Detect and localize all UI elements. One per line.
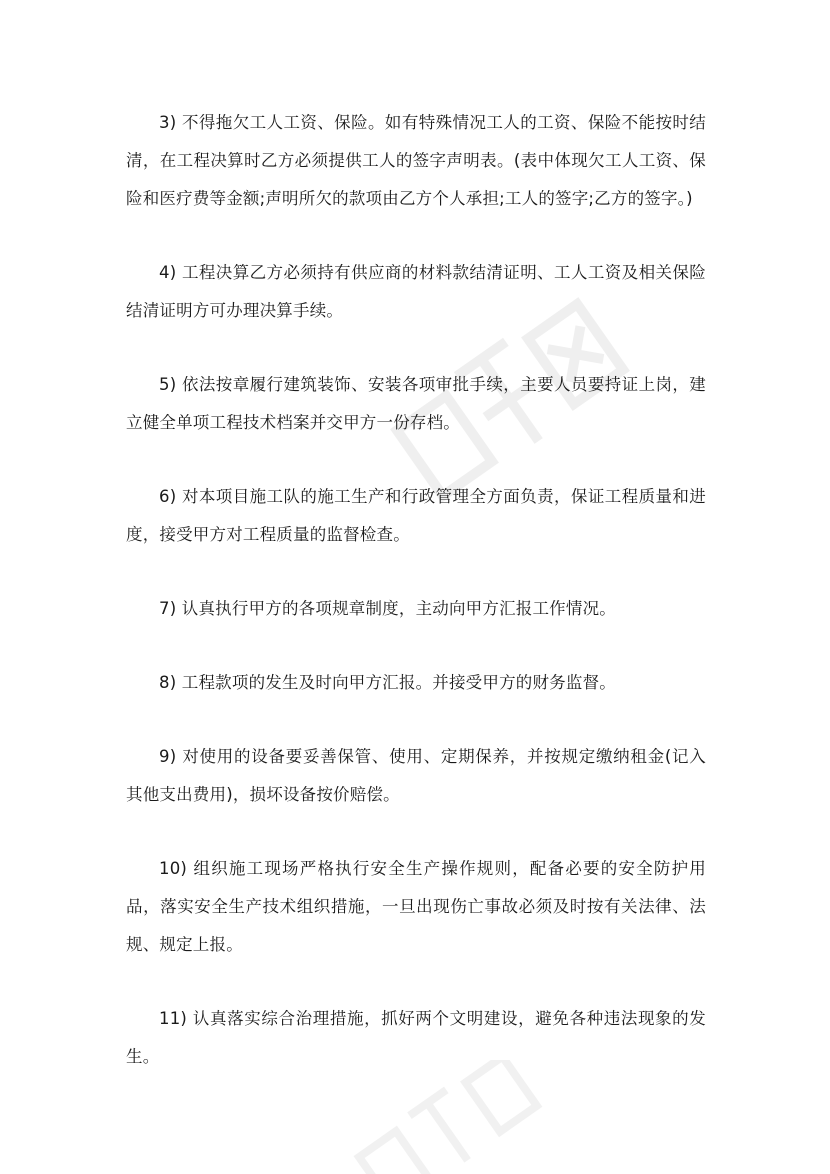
paragraph-9: 9) 对使用的设备要妥善保管、使用、定期保养，并按规定缴纳租金(记入其他支出费用)，损坏设备按价赔偿。 bbox=[126, 747, 706, 804]
paragraph-7: 7) 认真执行甲方的各项规章制度，主动向甲方汇报工作情况。 bbox=[159, 599, 616, 618]
paragraph-3: 3) 不得拖欠工人工资、保险。如有特殊情况工人的工资、保险不能按时结清，在工程决算时乙方必须提供工人的签字声明表。(表中体现欠工人工资、保险和医疗费等金额;声明所欠的款项由乙方个人承担;工人的签字;乙方的签字。) bbox=[126, 113, 706, 208]
watermark-logo-icon bbox=[340, 1060, 560, 1174]
document-body bbox=[126, 104, 706, 1076]
paragraph-6: 6) 对本项目施工队的施工生产和行政管理全方面负责，保证工程质量和进度，接受甲方对工程质量的监督检查。 bbox=[126, 487, 706, 544]
paragraph-10: 10) 组织施工现场严格执行安全生产操作规则，配备必要的安全防护用品，落实安全生产技术组织措施，一旦出现伤亡事故必须及时按有关法律、法规、规定上报。 bbox=[126, 859, 706, 954]
paragraph-4: 4) 工程决算乙方必须持有供应商的材料款结清证明、工人工资及相关保险结清证明方可办理决算手续。 bbox=[126, 263, 706, 320]
paragraph-8: 8) 工程款项的发生及时向甲方汇报。并接受甲方的财务监督。 bbox=[159, 673, 616, 692]
paragraph-11: 11) 认真落实综合治理措施，抓好两个文明建设，避免各种违法现象的发生。 bbox=[126, 1009, 706, 1066]
paragraph-5: 5) 依法按章履行建筑装饰、安装各项审批手续，主要人员要持证上岗，建立健全单项工程技术档案并交甲方一份存档。 bbox=[126, 375, 706, 432]
